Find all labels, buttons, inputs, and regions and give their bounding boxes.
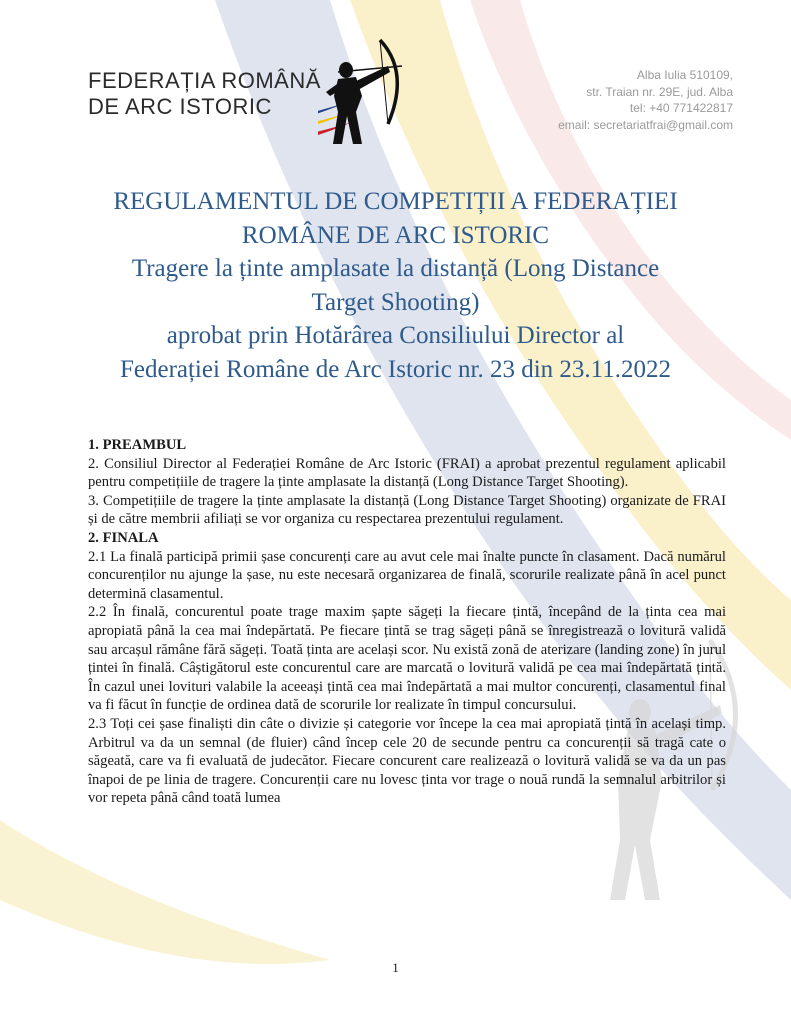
contact-street: str. Traian nr. 29E, jud. Alba — [586, 84, 733, 99]
logo-line-2: DE ARC ISTORIC — [88, 94, 272, 119]
title-line-3: Tragere la ținte amplasate la distanță (Long Distance — [131, 255, 660, 282]
paragraph-2: 2. Consiliul Director al Federației Române de Arc Istoric (FRAI) a aprobat prezentul regulament aplicabil pentru competițiile de tragere la ținte amplasate la distanță (Long Distance Target Shooting). — [88, 455, 726, 491]
section-heading-finala: 2. FINALA — [88, 529, 159, 546]
document-body — [88, 436, 726, 808]
paragraph-2-1: 2.1 La finală participă primii șase concurenți care au avut cele mai înalte puncte în clasament. Dacă numărul concurenților nu ajunge la șase, nu este necesară organizarea de finală, scorurile realizate până în acel punct determină clasamentul. — [88, 548, 726, 602]
contact-email: email: secretariatfrai@gmail.com — [558, 117, 733, 132]
page-number: 1 — [392, 960, 399, 975]
title-line-5: aprobat prin Hotărârea Consiliului Director al — [166, 322, 625, 349]
contact-phone: tel: +40 771422817 — [629, 101, 733, 115]
paragraph-2-3: 2.3 Toți cei șase finaliști din câte o divizie și categorie vor începe la cea mai apropiată țintă în același timp. Arbitrul va da un semnal (de fluier) când încep cele 20 de secunde pentru ca concurenții să tragă cate o săgeată, care va fi evaluată de judecător. Fiecare concurent care realizează o lovitură validă se va da un pas înapoi de pe linia de tragere. Concurenții care nu lovesc ținta vor trage o nouă rundă la semnalul arbitrilor și vor repeta până când toată lumea — [88, 715, 726, 807]
title-line-2: ROMÂNE DE ARC ISTORIC — [241, 221, 550, 249]
federation-logo-text — [88, 68, 321, 120]
paragraph-3: 3. Competițiile de tragere la ținte amplasate la distanță (Long Distance Target Shooting) organizate de FRAI și de către membrii afiliați se vor organiza cu respectarea prezentului regulament. — [88, 492, 726, 528]
title-line-6: Federației Române de Arc Istoric nr. 23 din 23.11.2022 — [119, 355, 672, 383]
title-line-1: REGULAMENTUL DE COMPETIȚII A FEDERAȚIEI — [113, 188, 678, 215]
contact-info — [558, 67, 733, 133]
section-heading-preambul: 1. PREAMBUL — [88, 437, 187, 453]
archer-silhouette-icon — [318, 32, 408, 150]
document-title — [60, 185, 731, 386]
title-line-4: Target Shooting) — [311, 288, 480, 316]
paragraph-2-2: 2.2 În finală, concurentul poate trage maxim șapte săgeți la fiecare țintă, începând de la ținta cea mai apropiată până la cea mai îndepărtată. Pe fiecare țintă se trag săgeți până se înregistrează o lovitură validă sau arcașul rămâne fără săgeți. Toată ținta are același scor. Nu există zonă de aterizare (landing zone) în jurul țintei în finală. Câștigătorul este concurentul care are marcată o lovitură validă pe cea mai îndepărtată țintă. În cazul unei lovituri valabile la aceeași țintă cea mai îndepărtată a mai multor concurenți, clasamentul final va fi făcut în funcție de ordinea dată de scorurile lor realizate în timpul concursului. — [88, 604, 726, 714]
logo-line-1: FEDERAȚIA ROMÂNĂ — [88, 68, 321, 93]
contact-city: Alba Iulia 510109, — [636, 68, 733, 82]
